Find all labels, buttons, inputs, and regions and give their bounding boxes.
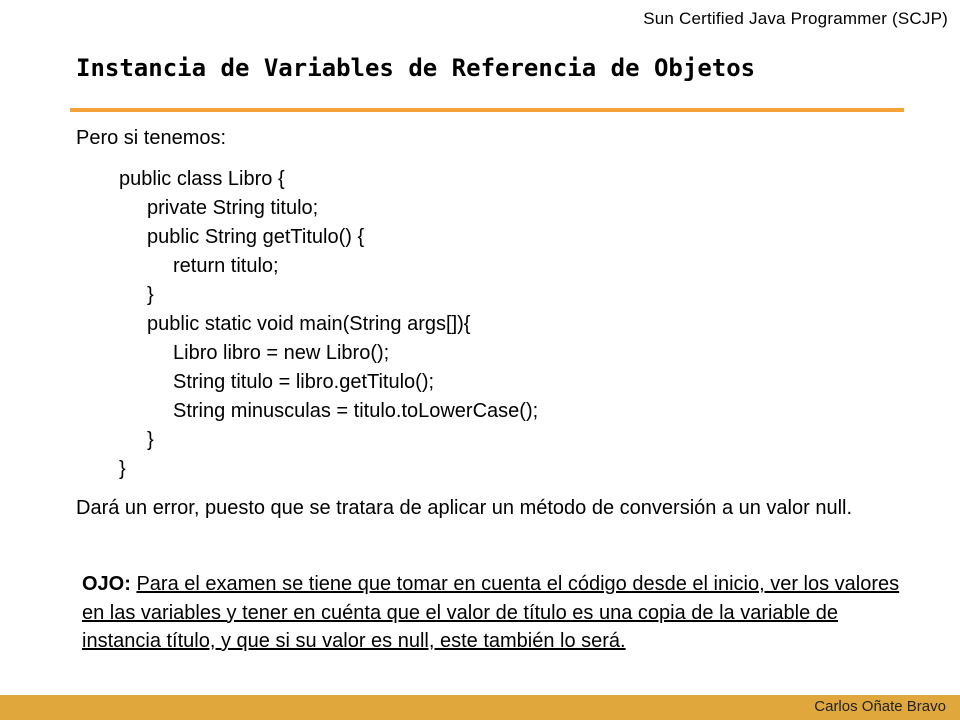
code-line: } [147,284,154,306]
code-line: String titulo = libro.getTitulo(); [173,371,435,393]
note-text: Para el examen se tiene que tomar en cuenta el código desde el inicio, ver los valores en las variables y tener en cuénta que el valor de título es una copia de la variable de instancia título, y que si su valor es null, este también lo será. [82,573,900,652]
code-line: public String getTitulo() { [147,226,365,248]
code-block [119,165,538,484]
title-divider [70,108,904,112]
author-name: Carlos Oñate Bravo [814,698,946,715]
code-line: public class Libro { [119,168,285,190]
code-line: Libro libro = new Libro(); [173,342,390,364]
code-line: } [119,458,126,480]
intro-text: Pero si tenemos: [76,127,227,149]
slide-title: Instancia de Variables de Referencia de Objetos [76,54,756,82]
code-line: String minusculas = titulo.toLowerCase(); [173,400,539,422]
course-name: Sun Certified Java Programmer (SCJP) [643,9,948,28]
code-line: } [147,429,154,451]
code-line: public static void main(String args[]){ [147,313,471,335]
code-line: return titulo; [173,255,279,277]
exam-note [82,570,902,656]
explanation-text: Dará un error, puesto que se tratara de aplicar un método de conversión a un valor null. [76,497,853,519]
note-label: OJO: [82,573,131,595]
code-line: private String titulo; [147,197,319,219]
footer-bar [0,695,960,720]
